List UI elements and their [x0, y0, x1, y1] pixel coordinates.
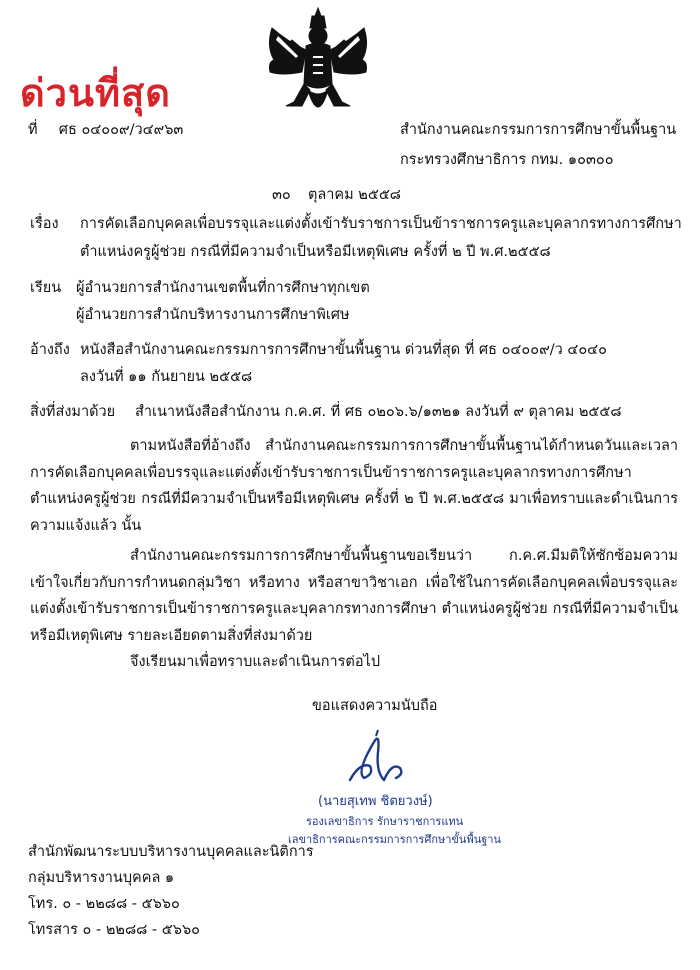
reference-line-2: ลงวันที่ ๑๑ กันยายน ๒๕๕๘: [80, 369, 253, 385]
footer-group: กลุ่มบริหารงานบุคคล ๑: [28, 870, 175, 886]
addressee-line-1: ผู้อำนวยการสำนักงานเขตพื้นที่การศึกษาทุกเขต: [76, 280, 370, 296]
reference-number-line: [28, 118, 183, 141]
garuda-emblem-icon: [258, 6, 378, 124]
urgency-stamp: ด่วนที่สุด: [20, 70, 171, 115]
subject-line-2: ตำแหน่งครูผู้ช่วย กรณีที่มีความจำเป็นหรือมีเหตุพิเศษ ครั้งที่ ๒ ปี พ.ศ.๒๕๕๘: [80, 244, 551, 260]
signatory-title-2: เลขาธิการคณะกรรมการการศึกษาขั้นพื้นฐาน: [288, 833, 501, 846]
addressee-label: เรียน: [30, 280, 62, 296]
enclosure-text: สำเนาหนังสือสำนักงาน ก.ค.ศ. ที่ ศธ ๐๒๐๖.๖/๑๓๒๑ ลงวันที่ ๙ ตุลาคม ๒๕๕๘: [135, 404, 622, 420]
footer-phone: โทร. ๐ - ๒๒๘๘ - ๕๖๖๐: [28, 896, 180, 912]
subject-line-1: การคัดเลือกบุคคลเพื่อบรรจุและแต่งตั้งเข้ารับราชการเป็นข้าราชการครูและบุคลากรทางการศึกษา: [80, 216, 682, 232]
body-paragraph-3: จึงเรียนมาเพื่อทราบและดำเนินการต่อไป: [130, 654, 381, 670]
ref-label: ที่: [28, 122, 38, 138]
closing-regards: ขอแสดงความนับถือ: [312, 698, 438, 714]
subject-label: เรื่อง: [30, 216, 59, 232]
body-paragraph-1-text: ตามหนังสือที่อ้างถึง สำนักงานคณะกรรมการการศึกษาขั้นพื้นฐานได้กำหนดวันและเวลาการคัดเลือกบุคคลเพื่อบรรจุและแต่งตั้งเข้ารับราชการเป็นข้าราชการครูและบุคลากรทางการศึกษาตำแหน่งครูผู้ช่วย กรณีที่มีความจำเป็นหรือมีเหตุพิเศษ ครั้งที่ ๒ ปี พ.ศ.๒๕๕๘ มาเพื่อทราบและดำเนินการความแจ้งแล้ว นั้น: [30, 438, 678, 534]
date-day: ๓๐: [272, 187, 291, 203]
document-date: [272, 183, 401, 206]
office-name: สำนักงานคณะกรรมการการศึกษาขั้นพื้นฐาน: [400, 122, 677, 138]
signatory-name: (นายสุเทพ ชิตยวงษ์): [318, 794, 433, 809]
body-paragraph-2-text: สำนักงานคณะกรรมการการศึกษาขั้นพื้นฐานขอเรียนว่า ก.ค.ศ.มีมติให้ซักซ้อมความเข้าใจเกี่ยวกับการกำหนดกลุ่มวิชา หรือทาง หรือสาขาวิชาเอก เพื่อใช้ในการคัดเลือกบุคคลเพื่อบรรจุและแต่งตั้งเข้ารับราชการเป็นข้าราชการครูและบุคลากรทางการศึกษา ตำแหน่งครูผู้ช่วย กรณีที่มีความจำเป็นหรือมีเหตุพิเศษ รายละเอียดตามสิ่งที่ส่งมาด้วย: [30, 548, 678, 644]
addressee-line-2: ผู้อำนวยการสำนักบริหารงานการศึกษาพิเศษ: [76, 307, 350, 323]
handwritten-signature-icon: [330, 722, 450, 786]
office-address: กระทรวงศึกษาธิการ กทม. ๑๐๓๐๐: [400, 152, 614, 168]
body-paragraph-2: [30, 543, 678, 649]
date-month-year: ตุลาคม ๒๕๕๘: [307, 187, 401, 203]
signatory-title-1: รองเลขาธิการ รักษาราชการแทน: [306, 815, 464, 828]
footer-office: สำนักพัฒนาระบบบริหารงานบุคคลและนิติการ: [28, 844, 314, 860]
reference-label: อ้างถึง: [30, 342, 70, 358]
reference-line-1: หนังสือสำนักงานคณะกรรมการการศึกษาขั้นพื้นฐาน ด่วนที่สุด ที่ ศธ ๐๔๐๐๙/ว ๔๐๔๐: [80, 342, 608, 358]
enclosure-label: สิ่งที่ส่งมาด้วย: [30, 404, 116, 420]
footer-fax: โทรสาร ๐ - ๒๒๘๘ - ๕๖๖๐: [28, 922, 200, 938]
ref-number: ศธ ๐๔๐๐๙/ว๔๙๖๓: [58, 122, 184, 138]
body-paragraph-1: [30, 433, 678, 539]
